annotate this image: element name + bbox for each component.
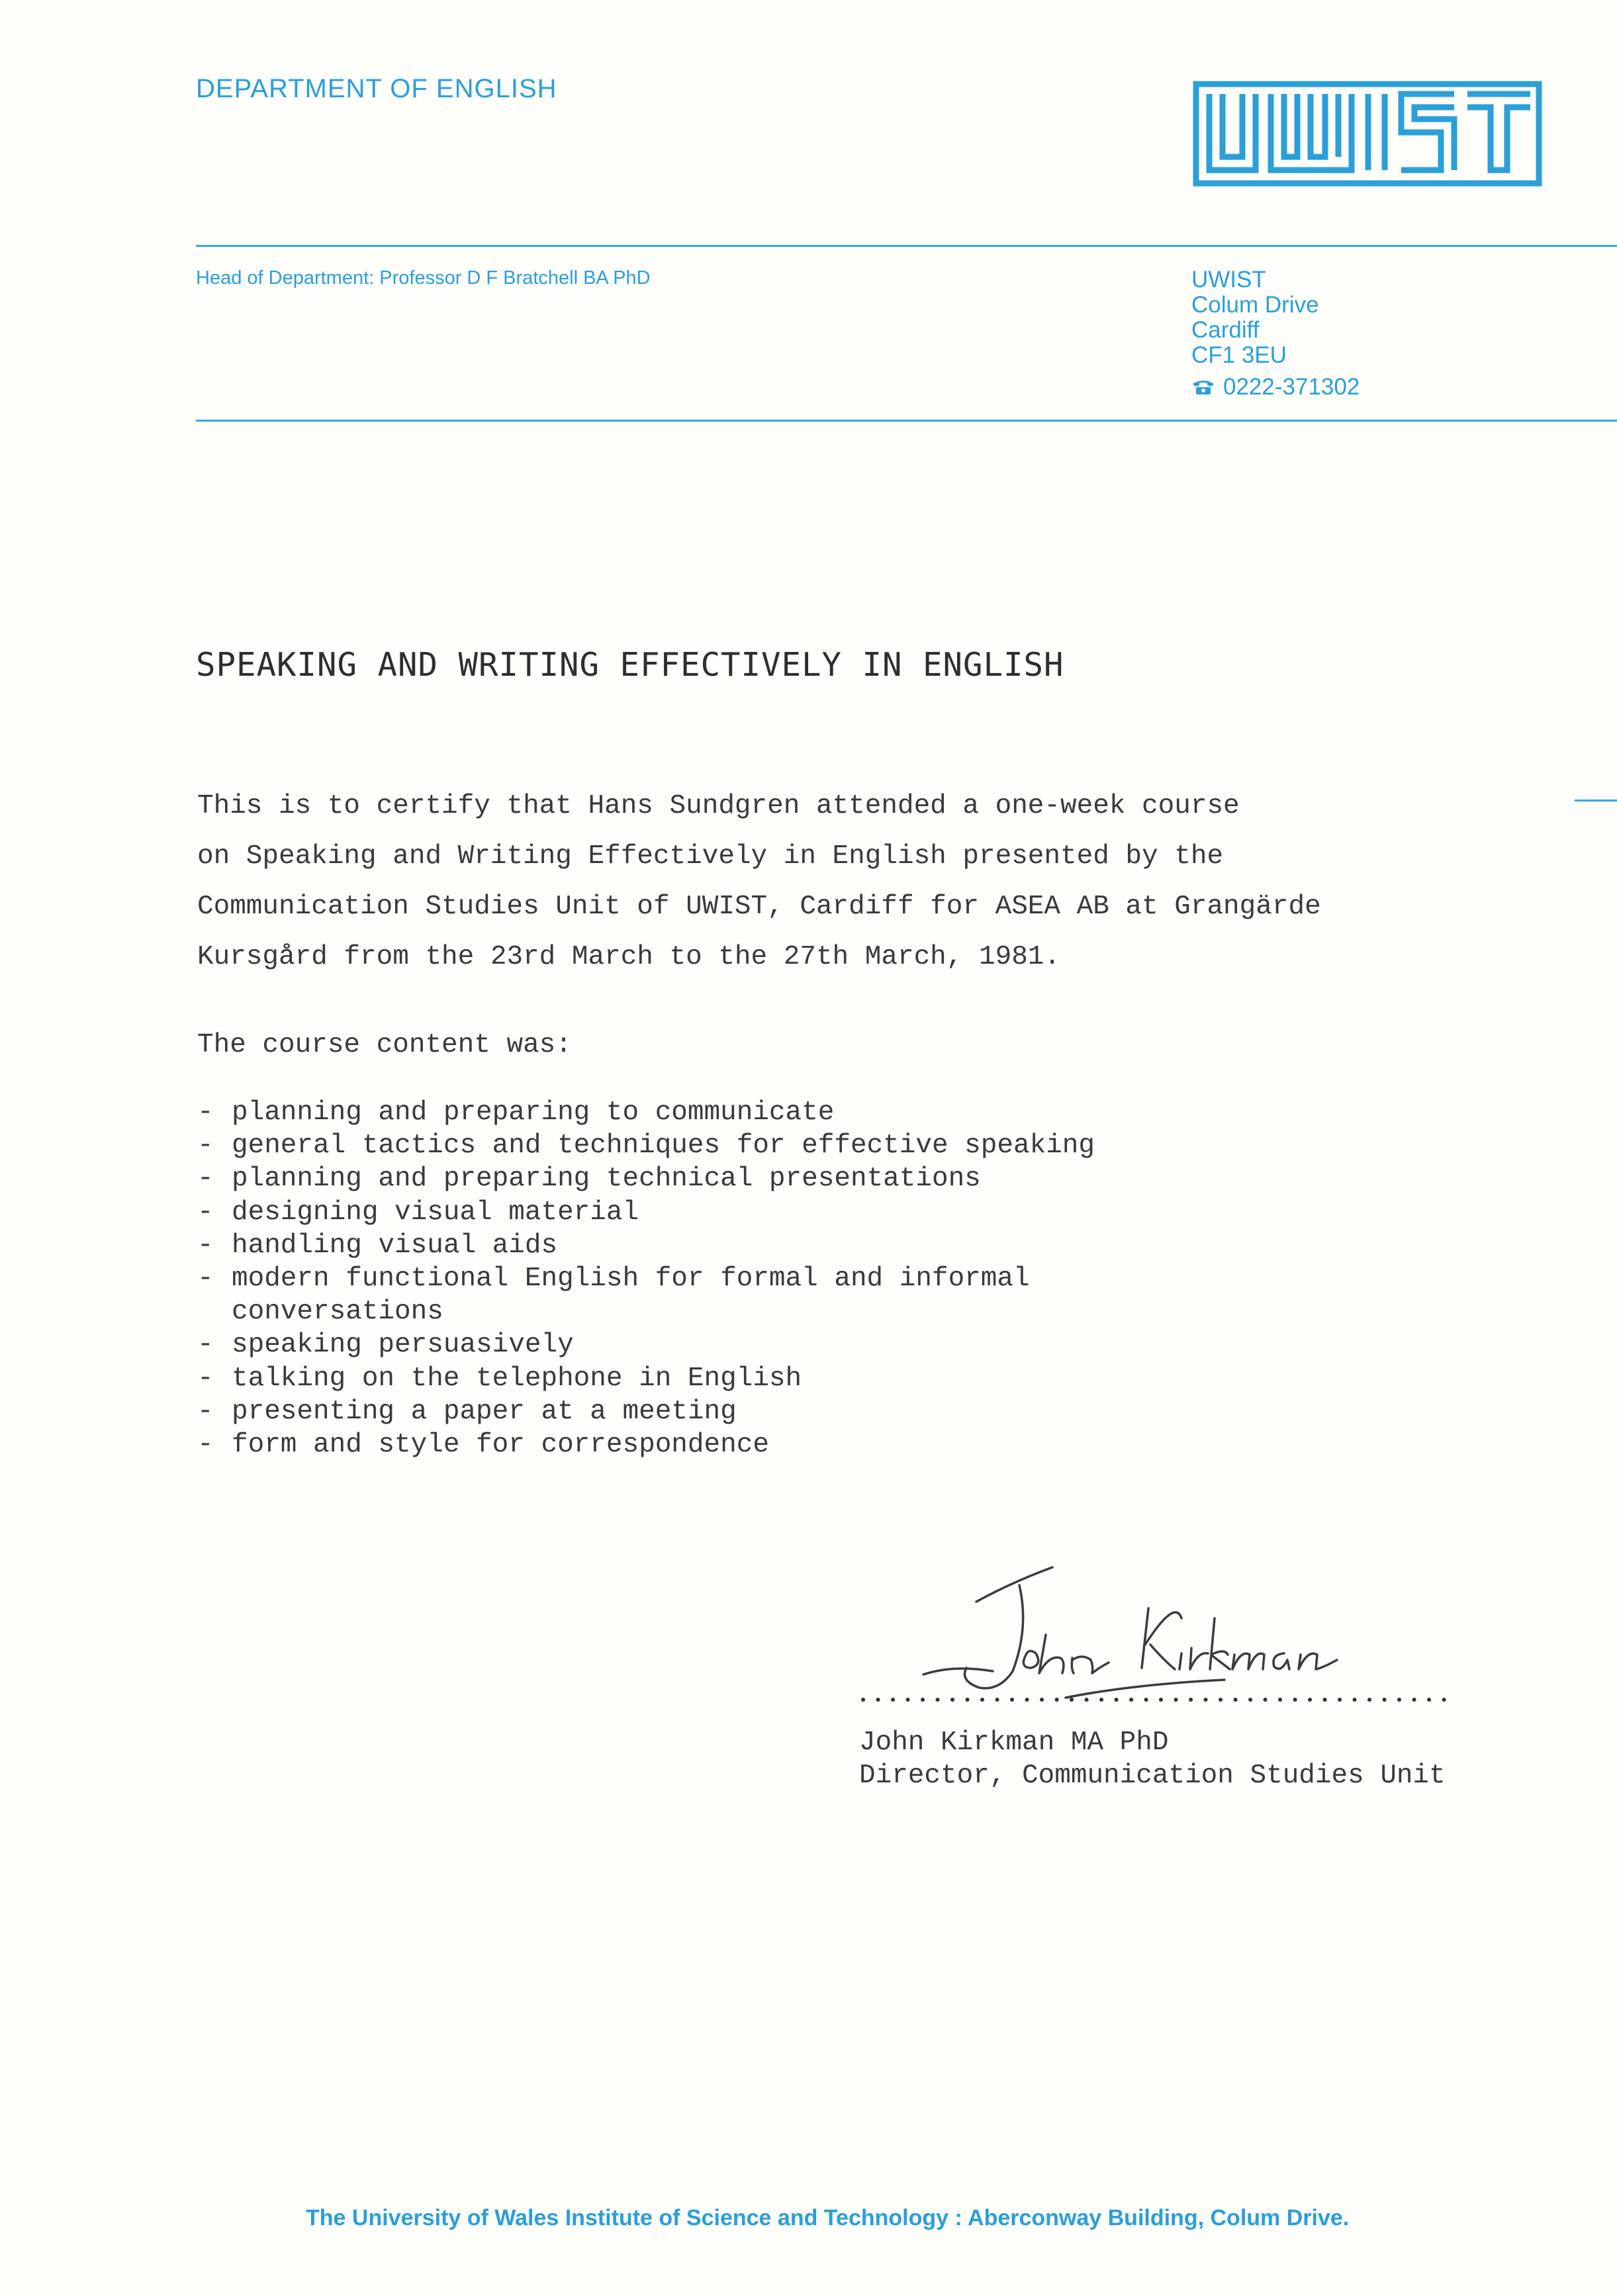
body-line: This is to certify that Hans Sundgren attended a one-week course [197, 791, 1240, 821]
list-item: - general tactics and techniques for effective speaking [197, 1130, 1095, 1162]
list-item: - speaking persuasively [197, 1330, 574, 1361]
certificate-body [197, 781, 1321, 982]
list-item: - planning and preparing technical presentations [197, 1164, 981, 1195]
body-line: Communication Studies Unit of UWIST, Cardiff for ASEA AB at Grangärde [197, 892, 1321, 922]
list-item: - talking on the telephone in English [197, 1363, 802, 1394]
footer-institution: The University of Wales Institute of Science and Technology : Aberconway Building, Colum Drive. [306, 2205, 1350, 2230]
signatory-block [859, 1726, 1446, 1792]
body-line: Kursgård from the 23rd March to the 27th March, 1981. [197, 942, 1061, 972]
signatory-title: Director, Communication Studies Unit [859, 1761, 1446, 1791]
address-line: UWIST [1191, 267, 1266, 293]
phone-line [1191, 375, 1360, 400]
list-item: - designing visual material [197, 1197, 639, 1228]
signatory-name: John Kirkman MA PhD [859, 1727, 1169, 1758]
body-line: on Speaking and Writing Effectively in English presented by the [197, 841, 1224, 872]
department-heading: DEPARTMENT OF ENGLISH [196, 74, 557, 103]
list-item: - form and style for correspondence [197, 1430, 769, 1461]
course-content-intro: The course content was: [197, 1030, 572, 1060]
course-content-list [197, 1096, 1095, 1461]
address-block [1191, 267, 1360, 400]
head-of-department: Head of Department: Professor D F Bratchell BA PhD [196, 267, 651, 289]
certificate-title: SPEAKING AND WRITING EFFECTIVELY IN ENGLISH [196, 646, 1064, 684]
address-line: CF1 3EU [1191, 342, 1287, 368]
list-item: - presenting a paper at a meeting [197, 1396, 737, 1427]
uwist-logo [1193, 81, 1542, 187]
letterhead-rule-bottom [196, 420, 1617, 422]
list-item: - handling visual aids [197, 1230, 558, 1261]
signature-line [860, 1694, 1456, 1705]
list-item: - modern functional English for formal and informal conversations [197, 1263, 1030, 1328]
address-line: Cardiff [1191, 317, 1260, 343]
list-item: - planning and preparing to communicate [197, 1097, 835, 1128]
address-line: Colum Drive [1191, 292, 1319, 318]
phone-number: 0222-371302 [1223, 374, 1360, 400]
letterhead-rule-top [196, 245, 1617, 247]
telephone-icon [1191, 379, 1215, 396]
margin-mark [1575, 800, 1617, 802]
